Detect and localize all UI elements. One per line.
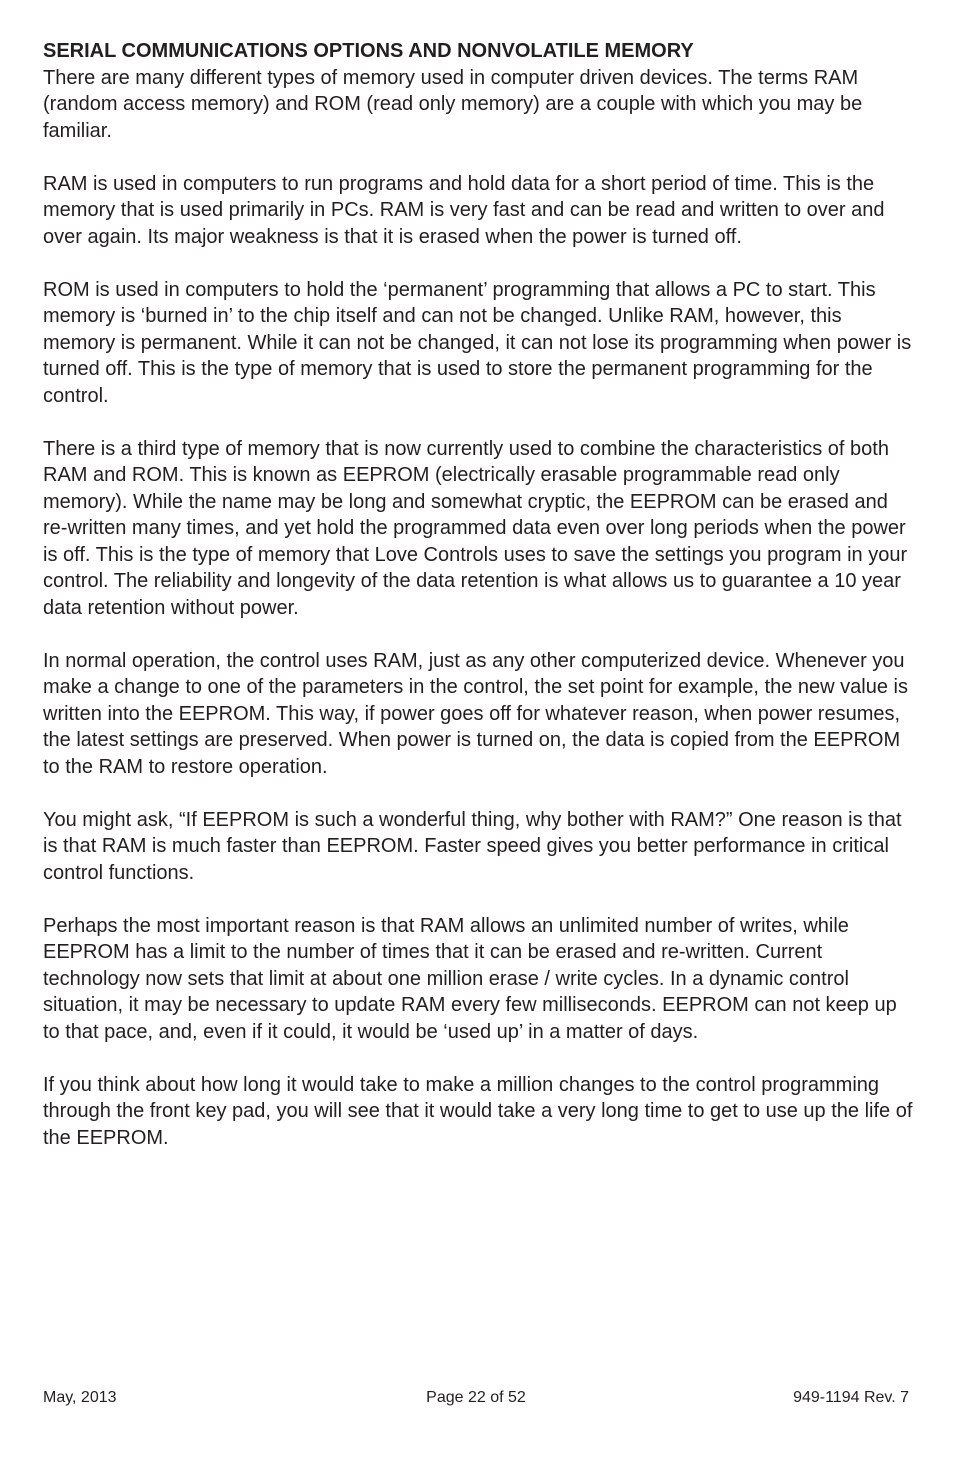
paragraph-ram: RAM is used in computers to run programs and hold data for a short period of time. This is the memory that is used primarily in PCs. RAM is very fast and can be read and written to over and over again. Its major weakness is that it is erased when the power is turned off. (43, 172, 885, 248)
paragraph-rom: ROM is used in computers to hold the ‘permanent’ programming that allows a PC to start. This memory is ‘burned in’ to the chip itself and can not be changed. Unlike RAM, however, this memory is permanent. While it can not be changed, it can not lose its programming when power is turned off. This is the type of memory that is used to store the permanent programming for the control. (43, 278, 912, 407)
section-heading: SERIAL COMMUNICATIONS OPTIONS AND NONVOLATILE MEMORY (43, 40, 694, 62)
footer-date: May, 2013 (43, 1389, 117, 1406)
footer-page-number: Page 22 of 52 (426, 1389, 526, 1406)
paragraph-keypad-life: If you think about how long it would take to make a million changes to the control programming through the front key pad, you will see that it would take a very long time to get to use up the life of the EEPROM. (43, 1073, 913, 1149)
paragraph-memory-types: There are many different types of memory used in computer driven devices. The terms RAM (random access memory) and ROM (read only memory) are a couple with which you may be familiar. (43, 66, 863, 142)
paragraph-normal-operation: In normal operation, the control uses RAM, just as any other computerized device. Whenever you make a change to one of the parameters in the control, the set point for example, the new value is written into the EEPROM. This way, if power goes off for whatever reason, when power resumes, the latest settings are preserved. When power is turned on, the data is copied from the EEPROM to the RAM to restore operation. (43, 649, 908, 778)
document-body (43, 38, 915, 1178)
paragraph-write-limit: Perhaps the most important reason is that RAM allows an unlimited number of writes, while EEPROM has a limit to the number of times that it can be erased and re-written. Current technology now sets that limit at about one million erase / write cycles. In a dynamic control situation, it may be necessary to update RAM every few milliseconds. EEPROM can not keep up to that pace, and, even if it could, it would be ‘used up’ in a matter of days. (43, 914, 897, 1043)
paragraph-eeprom: There is a third type of memory that is now currently used to combine the characteristics of both RAM and ROM. This is known as EEPROM (electrically erasable programmable read only memory). While the name may be long and somewhat cryptic, the EEPROM can be erased and re-written many times, and yet hold the programmed data even over long periods when the power is off. This is the type of memory that Love Controls uses to save the settings you program in your control. The reliability and longevity of the data retention is what allows us to guarantee a 10 year data retention without power. (43, 437, 908, 619)
page-footer (43, 1388, 909, 1408)
paragraph-why-ram: You might ask, “If EEPROM is such a wonderful thing, why bother with RAM?” One reason is that is that RAM is much faster than EEPROM. Faster speed gives you better performance in critical control functions. (43, 808, 902, 884)
footer-doc-number: 949-1194 Rev. 7 (793, 1389, 909, 1406)
